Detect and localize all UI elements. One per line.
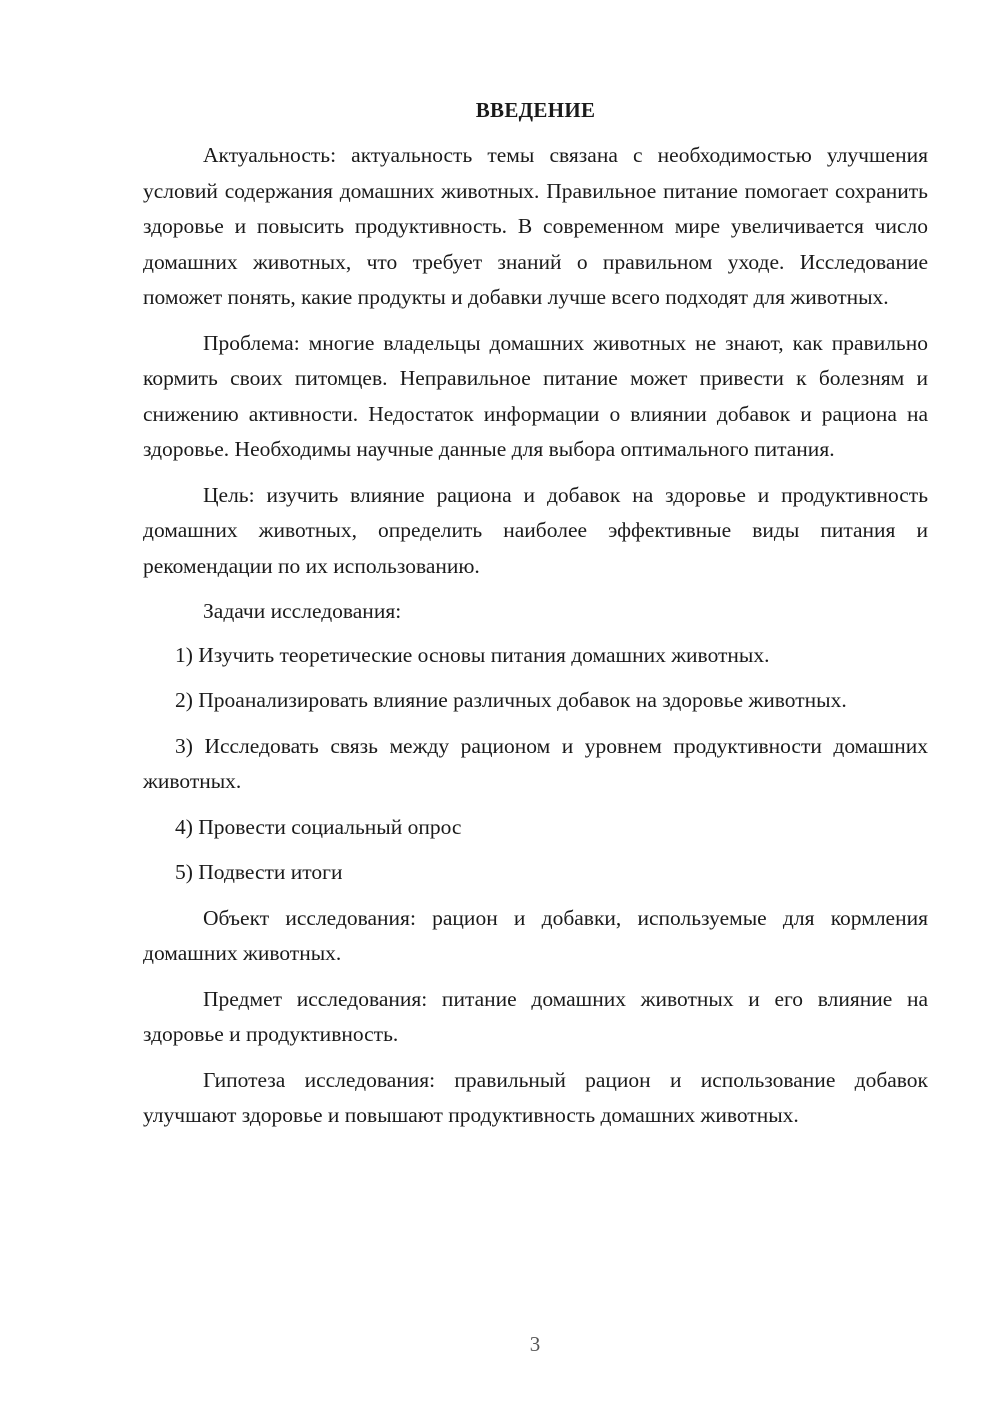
document-page [143, 96, 928, 1144]
page-number: 3 [529, 1332, 541, 1356]
paragraph-object: Объект исследования: рацион и добавки, используемые для кормления домашних животных. [143, 905, 928, 965]
task-item-2: 2) Проанализировать влияние различных добавок на здоровье животных. [175, 688, 847, 712]
tasks-heading: Задачи исследования: [203, 599, 402, 623]
task-item-5: 5) Подвести итоги [175, 860, 343, 884]
paragraph-goal: Цель: изучить влияние рациона и добавок на здоровье и продуктивность домашних животных, определить наиболее эффективные виды питания и рекомендации по их использованию. [143, 482, 928, 578]
tasks-list [143, 638, 928, 891]
paragraph-subject: Предмет исследования: питание домашних животных и его влияние на здоровье и продуктивность. [143, 986, 928, 1046]
paragraph-relevance: Актуальность: актуальность темы связана с необходимостью улучшения условий содержания домашних животных. Правильное питание помогает сохранить здоровье и повысить продуктивность. В современном мире увеличивается число домашних животных, что требует знаний о правильном уходе. Исследование поможет понять, какие продукты и добавки лучше всего подходят для животных. [143, 143, 928, 309]
paragraph-problem: Проблема: многие владельцы домашних животных не знают, как правильно кормить своих питомцев. Неправильное питание может привести к болезням и снижению активности. Недостаток информации о влиянии добавок и рациона на здоровье. Необходимы научные данные для выбора оптимального питания. [143, 330, 928, 461]
task-item-1: 1) Изучить теоретические основы питания домашних животных. [175, 642, 770, 667]
paragraph-hypothesis: Гипотеза исследования: правильный рацион и использование добавок улучшают здоровье и повышают продуктивность домашних животных. [143, 1067, 928, 1127]
task-item-4: 4) Провести социальный опрос [175, 814, 462, 839]
task-item-3: 3) Исследовать связь между рационом и уровнем продуктивности домашних животных. [143, 733, 928, 793]
section-title: ВВЕДЕНИЕ [475, 98, 596, 122]
